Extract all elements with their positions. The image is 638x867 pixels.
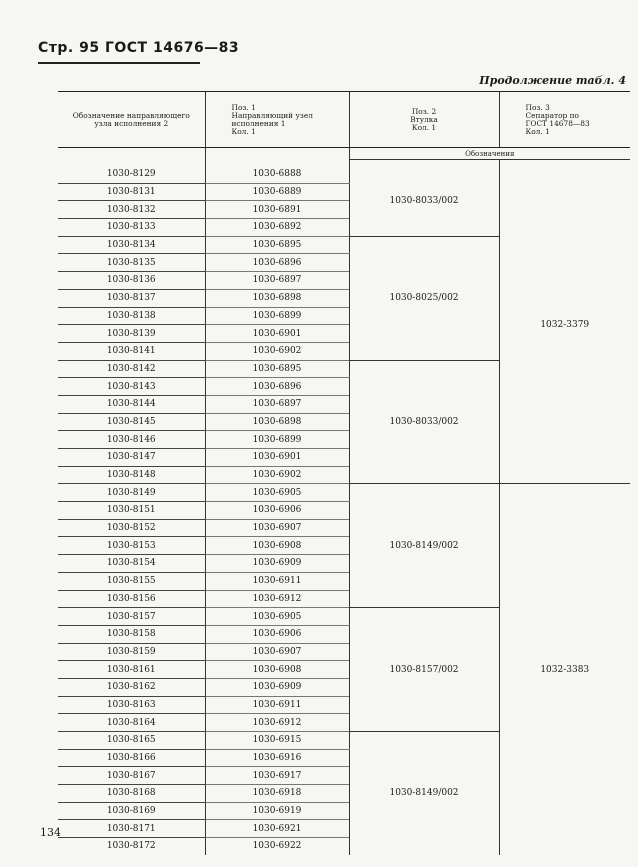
column-header-line: ГОСТ 14678—83	[525, 118, 590, 128]
column-header-line: Сепаратор по	[525, 110, 579, 120]
bushing-cell: 1030-8149/002	[349, 484, 499, 608]
assembly-1-cell: 1030-6918	[205, 785, 349, 803]
assembly-1-cell: 1030-6899	[205, 431, 349, 449]
assembly-1-cell: 1030-6902	[205, 342, 349, 360]
column-header-line: исполнения 1	[231, 118, 286, 128]
assembly-2-cell: 1030-8129	[58, 166, 205, 183]
specification-table	[58, 91, 630, 855]
assembly-1-cell: 1030-6906	[205, 502, 349, 520]
assembly-2-cell: 1030-8167	[58, 767, 205, 785]
assembly-2-cell: 1030-8154	[58, 555, 205, 573]
page-header: Стр. 95 ГОСТ 14676—83	[38, 40, 240, 56]
assembly-2-cell: 1030-8158	[58, 625, 205, 643]
assembly-1-cell: 1030-6901	[205, 325, 349, 343]
bushing-cell: 1030-8033/002	[349, 166, 499, 236]
assembly-1-cell: 1030-6901	[205, 449, 349, 467]
bushing-cell: 1030-8149/002	[349, 732, 499, 855]
assembly-2-cell: 1030-8151	[58, 502, 205, 520]
assembly-1-cell: 1030-6921	[205, 820, 349, 838]
assembly-1-cell: 1030-6905	[205, 608, 349, 626]
assembly-1-cell: 1030-6895	[205, 360, 349, 378]
assembly-1-cell: 1030-6898	[205, 413, 349, 431]
separator-cell: 1032-3379	[499, 166, 630, 484]
assembly-1-cell: 1030-6896	[205, 254, 349, 272]
separator-cell: 1032-3383	[499, 484, 630, 855]
assembly-1-cell: 1030-6917	[205, 767, 349, 785]
assembly-2-cell: 1030-8149	[58, 484, 205, 502]
assembly-2-cell: 1030-8146	[58, 431, 205, 449]
column-header-position-2	[349, 92, 499, 148]
bushing-cell: 1030-8157/002	[349, 608, 499, 732]
assembly-2-cell: 1030-8132	[58, 201, 205, 219]
assembly-2-cell: 1030-8156	[58, 590, 205, 608]
assembly-2-cell: 1030-8157	[58, 608, 205, 626]
assembly-2-cell: 1030-8131	[58, 183, 205, 201]
assembly-2-cell: 1030-8138	[58, 307, 205, 325]
assembly-1-cell: 1030-6888	[205, 166, 349, 183]
assembly-1-cell: 1030-6915	[205, 732, 349, 750]
assembly-2-cell: 1030-8135	[58, 254, 205, 272]
assembly-1-cell: 1030-6905	[205, 484, 349, 502]
assembly-1-cell: 1030-6916	[205, 749, 349, 767]
assembly-2-cell: 1030-8137	[58, 289, 205, 307]
assembly-1-cell: 1030-6912	[205, 714, 349, 732]
table-subheader-row	[58, 148, 630, 160]
assembly-2-cell: 1030-8133	[58, 219, 205, 237]
assembly-1-cell: 1030-6899	[205, 307, 349, 325]
assembly-1-cell: 1030-6907	[205, 519, 349, 537]
assembly-2-cell: 1030-8143	[58, 378, 205, 396]
column-header-line: Поз. 2	[411, 106, 437, 116]
assembly-2-cell: 1030-8166	[58, 749, 205, 767]
assembly-1-cell: 1030-6908	[205, 661, 349, 679]
assembly-2-cell: 1030-8169	[58, 802, 205, 820]
column-header-line: Втулка	[410, 114, 438, 124]
header-rule	[38, 62, 200, 64]
assembly-1-cell: 1030-6892	[205, 219, 349, 237]
assembly-1-cell: 1030-6895	[205, 236, 349, 254]
assembly-1-cell: 1030-6912	[205, 590, 349, 608]
assembly-2-cell: 1030-8172	[106, 841, 156, 852]
column-header-line: Кол. 1	[231, 126, 256, 136]
assembly-2-cell: 1030-8148	[58, 466, 205, 484]
assembly-2-cell: 1030-8139	[58, 325, 205, 343]
column-header-line: Кол. 1	[525, 126, 550, 136]
table-header-row	[58, 92, 630, 148]
assembly-1-cell: 1030-6911	[205, 696, 349, 714]
column-header-line: Поз. 1	[231, 102, 256, 112]
assembly-1-cell: 1030-6898	[205, 289, 349, 307]
assembly-1-cell: 1030-6922	[205, 838, 349, 855]
column-header-assembly-2: Обозначение направляющего узла исполнения 2	[58, 92, 205, 148]
assembly-1-cell: 1030-6907	[205, 643, 349, 661]
assembly-2-cell: 1030-8147	[58, 449, 205, 467]
assembly-1-cell: 1030-6909	[205, 555, 349, 573]
assembly-1-cell: 1030-6897	[205, 272, 349, 290]
assembly-2-cell: 1030-8144	[58, 395, 205, 413]
assembly-2-cell: 1030-8165	[58, 732, 205, 750]
assembly-1-cell: 1030-6919	[205, 802, 349, 820]
assembly-2-cell: 1030-8136	[58, 272, 205, 290]
assembly-1-cell: 1030-6891	[205, 201, 349, 219]
assembly-2-cell: 1030-8153	[58, 537, 205, 555]
assembly-2-cell: 1030-8163	[58, 696, 205, 714]
column-header-line: Направляющий узел	[231, 110, 313, 120]
column-header-position-3	[499, 92, 630, 148]
assembly-2-cell: 1030-8171	[58, 820, 205, 838]
assembly-1-cell: 1030-6896	[205, 378, 349, 396]
column-header-position-1	[205, 92, 349, 148]
assembly-2-cell: 1030-8164	[58, 714, 205, 732]
assembly-2-cell: 1030-8142	[58, 360, 205, 378]
assembly-2-cell: 1030-8162	[58, 678, 205, 696]
table-row	[58, 484, 630, 502]
assembly-1-cell: 1030-6889	[205, 183, 349, 201]
page-number: 134	[40, 826, 61, 839]
subheader-designations: Обозначения	[349, 148, 630, 160]
table-row	[58, 166, 630, 183]
assembly-1-cell: 1030-6906	[205, 625, 349, 643]
table-continuation-label: Продолжение табл. 4	[479, 74, 626, 87]
assembly-1-cell: 1030-6908	[205, 537, 349, 555]
assembly-2-cell: 1030-8155	[58, 572, 205, 590]
assembly-2-cell: 1030-8161	[58, 661, 205, 679]
bushing-cell: 1030-8025/002	[349, 236, 499, 360]
assembly-2-cell: 1030-8141	[58, 342, 205, 360]
assembly-2-cell: 1030-8152	[58, 519, 205, 537]
assembly-1-cell: 1030-6909	[205, 678, 349, 696]
assembly-2-cell: 1030-8159	[58, 643, 205, 661]
assembly-1-cell: 1030-6911	[205, 572, 349, 590]
assembly-1-cell: 1030-6902	[205, 466, 349, 484]
column-header-line: Поз. 3	[525, 102, 550, 112]
assembly-1-cell: 1030-6897	[205, 395, 349, 413]
assembly-2-cell: 1030-8134	[58, 236, 205, 254]
assembly-2-cell: 1030-8168	[58, 785, 205, 803]
assembly-2-cell: 1030-8145	[58, 413, 205, 431]
bushing-cell: 1030-8033/002	[349, 360, 499, 484]
column-header-line: Кол. 1	[411, 122, 437, 132]
